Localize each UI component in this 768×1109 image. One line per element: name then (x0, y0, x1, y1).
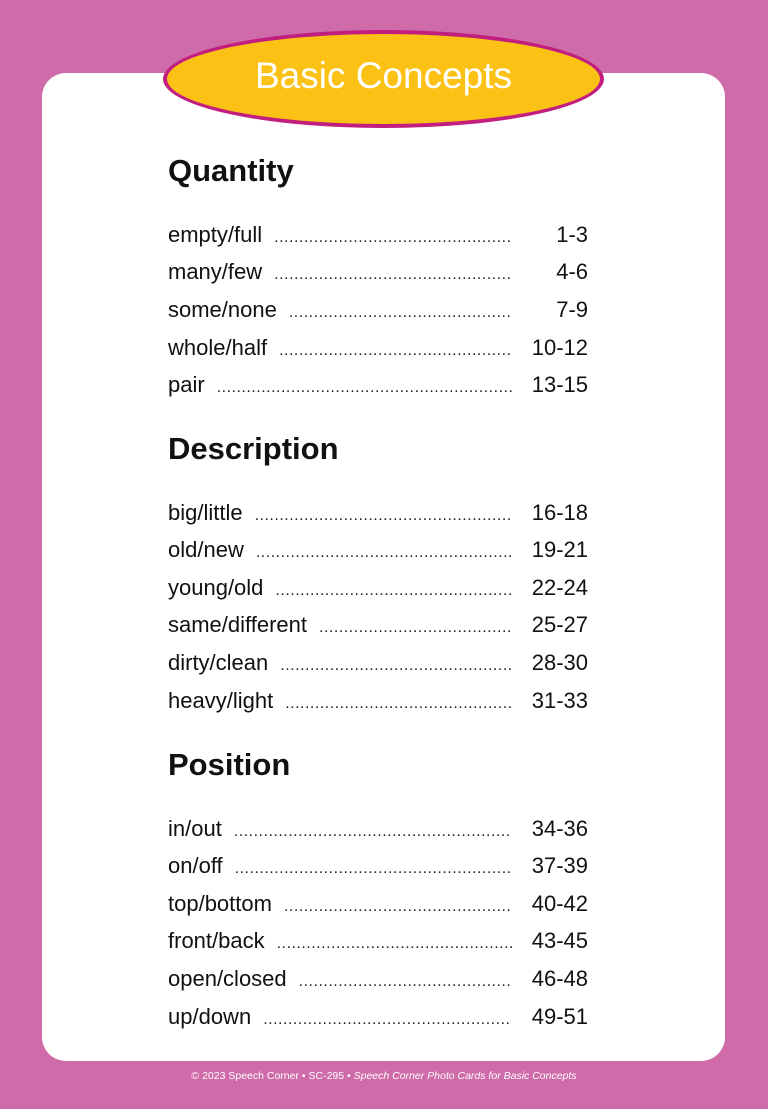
entry-label: big/little (168, 500, 243, 525)
entry-pages: 10-12 (531, 335, 588, 360)
entry-label: many/few (168, 259, 263, 284)
dot-leader (274, 261, 512, 289)
entry-label: empty/full (168, 222, 263, 247)
entry-pages: 25-27 (531, 612, 588, 637)
footer-product-name: Speech Corner Photo Cards for Basic Concepts (353, 1070, 577, 1082)
title-banner (163, 30, 604, 128)
dot-leader (289, 299, 512, 327)
toc-entry (168, 499, 588, 527)
entry-label: open/closed (168, 966, 287, 991)
entry-pages: 31-33 (531, 688, 588, 713)
entry-label: same/different (168, 612, 308, 637)
toc-entry (168, 221, 588, 249)
toc-entry (168, 258, 588, 286)
toc-entry (168, 649, 588, 677)
dot-leader (280, 652, 512, 680)
toc-entry (168, 815, 588, 843)
entry-pages: 46-48 (531, 966, 588, 991)
entry-pages: 19-21 (531, 537, 588, 562)
entry-label: whole/half (168, 335, 268, 360)
toc-entry (168, 687, 588, 715)
entry-label: dirty/clean (168, 650, 269, 675)
entry-pages: 16-18 (531, 500, 588, 525)
dot-leader (319, 614, 512, 642)
dot-leader (275, 577, 512, 605)
entry-pages: 34-36 (531, 816, 588, 841)
entry-pages: 37-39 (531, 853, 588, 878)
footer (0, 1070, 768, 1082)
entry-label: top/bottom (168, 891, 272, 916)
dot-leader (277, 930, 512, 958)
dot-leader (234, 818, 512, 846)
page-title: Basic Concepts (254, 54, 513, 96)
toc-entry (168, 574, 588, 602)
dot-leader (217, 374, 512, 402)
entry-pages: 7-9 (556, 297, 588, 322)
section-heading-description: Description (168, 431, 339, 466)
entry-pages: 1-3 (556, 222, 588, 247)
entry-label: on/off (168, 853, 223, 878)
entry-pages: 28-30 (531, 650, 588, 675)
entry-pages: 43-45 (531, 928, 588, 953)
dot-leader (256, 539, 512, 567)
entry-label: heavy/light (168, 688, 274, 713)
dot-leader (274, 224, 512, 252)
entry-label: in/out (168, 816, 222, 841)
dot-leader (284, 893, 512, 921)
entry-pages: 22-24 (531, 575, 588, 600)
entry-label: up/down (168, 1004, 252, 1029)
dot-leader (285, 690, 512, 718)
entry-pages: 49-51 (531, 1004, 588, 1029)
entry-label: pair (168, 372, 205, 397)
toc-entry (168, 334, 588, 362)
toc-entry (168, 296, 588, 324)
dot-leader (235, 855, 512, 883)
toc-entry (168, 965, 588, 993)
entry-label: old/new (168, 537, 244, 562)
footer-copyright: © 2023 Speech Corner • SC-295 • (191, 1070, 351, 1082)
entry-label: young/old (168, 575, 264, 600)
toc-entry (168, 890, 588, 918)
toc-entry (168, 852, 588, 880)
entry-pages: 13-15 (531, 372, 588, 397)
toc-entry (168, 1003, 588, 1031)
dot-leader (299, 968, 512, 996)
entry-label: some/none (168, 297, 277, 322)
entry-pages: 4-6 (556, 259, 588, 284)
dot-leader (255, 502, 512, 530)
section-heading-quantity: Quantity (168, 153, 294, 188)
section-heading-position: Position (168, 747, 291, 782)
toc-entry (168, 927, 588, 955)
dot-leader (263, 1006, 512, 1034)
toc-entry (168, 611, 588, 639)
toc-entry (168, 371, 588, 399)
dot-leader (279, 337, 512, 365)
entry-label: front/back (168, 928, 265, 953)
entry-pages: 40-42 (531, 891, 588, 916)
toc-entry (168, 536, 588, 564)
